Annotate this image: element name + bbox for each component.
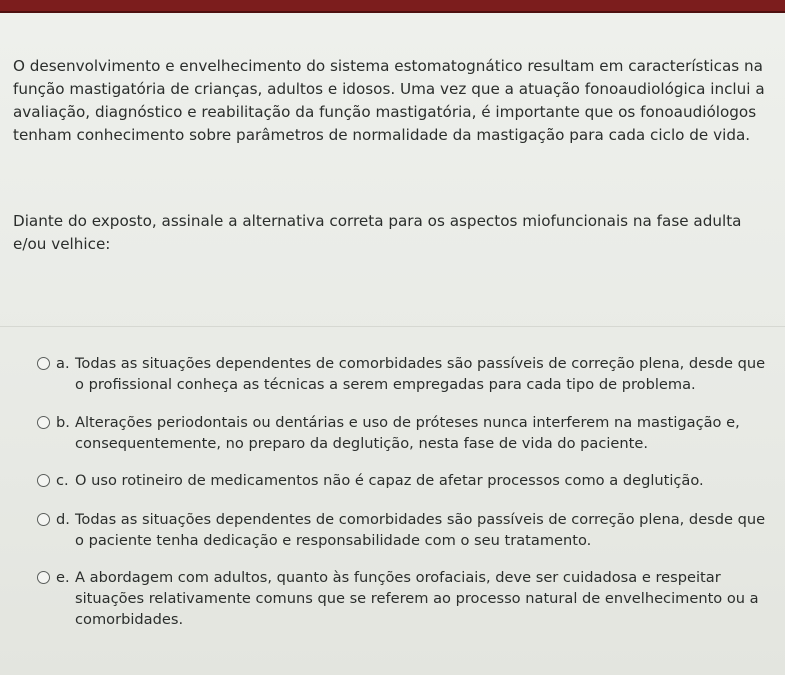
radio-button-icon[interactable] bbox=[37, 474, 50, 487]
option-letter: e. bbox=[56, 569, 70, 586]
question-stem: O desenvolvimento e envelhecimento do sistema estomatognático resultam em características na função mastigatória de crianças, adultos e idosos. Uma vez que a atuação fonoaudiológica inclui a avaliação, diagnóstico e reabilitação da função mastigatória, é importante que os fonoaudiólogos tenham conhecimento sobre parâmetros de normalidade da mastigação para cada ciclo de vida. bbox=[13, 57, 765, 144]
option-d[interactable] bbox=[35, 509, 775, 551]
radio-button-icon[interactable] bbox=[37, 357, 50, 370]
option-c[interactable] bbox=[35, 470, 775, 491]
answer-options bbox=[35, 353, 775, 645]
radio-button-icon[interactable] bbox=[37, 416, 50, 429]
option-text: Alterações periodontais ou dentárias e uso de próteses nunca interferem na mastigação e, consequentemente, no preparo da deglutição, nesta fase de vida do paciente. bbox=[75, 414, 740, 452]
question-prompt: Diante do exposto, assinale a alternativa correta para os aspectos miofuncionais na fase adulta e/ou velhice: bbox=[13, 212, 742, 253]
option-letter: d. bbox=[56, 511, 70, 528]
option-text: Todas as situações dependentes de comorbidades são passíveis de correção plena, desde que o paciente tenha dedicação e responsabilidade com o seu tratamento. bbox=[75, 511, 766, 549]
option-a[interactable] bbox=[35, 353, 775, 395]
radio-button-icon[interactable] bbox=[37, 571, 50, 584]
option-letter: a. bbox=[56, 355, 70, 372]
radio-button-icon[interactable] bbox=[37, 513, 50, 526]
option-letter: c. bbox=[56, 472, 69, 489]
question-card bbox=[0, 13, 785, 675]
option-text: Todas as situações dependentes de comorbidades são passíveis de correção plena, desde que o profissional conheça as técnicas a serem empregadas para cada tipo de problema. bbox=[75, 355, 766, 393]
option-e[interactable] bbox=[35, 567, 775, 630]
top-bar bbox=[0, 0, 785, 13]
option-text: O uso rotineiro de medicamentos não é capaz de afetar processos como a deglutição. bbox=[75, 472, 704, 489]
option-text: A abordagem com adultos, quanto às funções orofaciais, deve ser cuidadosa e respeitar situações relativamente comuns que se referem ao processo natural de envelhecimento ou a comorbidades. bbox=[75, 569, 759, 628]
divider bbox=[0, 326, 785, 327]
option-b[interactable] bbox=[35, 412, 775, 454]
option-letter: b. bbox=[56, 414, 70, 431]
